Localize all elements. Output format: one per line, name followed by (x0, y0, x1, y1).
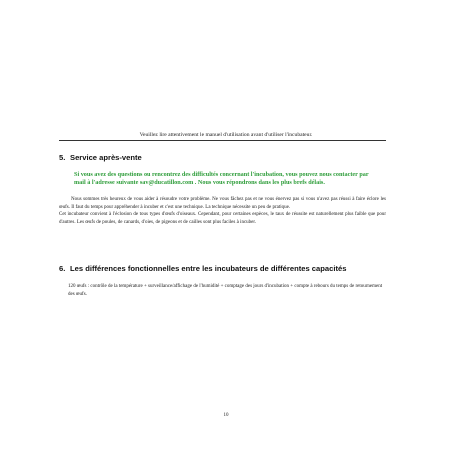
section-5-number: 5. (59, 153, 66, 162)
section-6-heading (59, 264, 386, 273)
section-6-number: 6. (59, 264, 66, 273)
page-number: 10 (223, 413, 229, 418)
section-5-title: Service après-vente (70, 153, 142, 162)
section-6-body: 120 œufs : contrôle de la température + surveillance/affichage de l'humidité + comptage des jours d'incubation + compte à rebours du temps de retournement des œufs. (68, 284, 383, 297)
section-5-paragraph: Cet incubateur convient à l'éclosion de tous types d'œufs d'oiseaux. Cependant, pour certaines espèces, le taux de réussite est naturellement plus faible que pour d'autres. Les œufs de poules, de canards, d'oies, de pigeons et de cailles sont plus faciles à incuber. (59, 212, 386, 225)
header-rule (59, 140, 386, 141)
section-5-paragraph: Nous sommes très heureux de vous aider à résoudre votre problème. Ne vous fâchez pas et ne vous énervez pas si vous n'avez pas réussi à faire éclore les œufs. Il faut du temps pour appréhender à incuber et c'est une technique. La technique nécessite un peu de pratique. (59, 197, 386, 210)
section-5-heading (59, 153, 386, 162)
contact-highlight: Si vous avez des questions ou rencontrez des difficultés concernant l'incubation, vous pouvez nous contacter par mail à l'adresse suivante sav@ducatillon.com . Nous vous répondrons dans les plus brefs délais. (74, 171, 369, 187)
header-note: Veuillez lire attentivement le manuel d'utilisation avant d'utiliser l'incubateur. (139, 132, 313, 138)
section-5-body (59, 196, 386, 226)
section-6-title: Les différences fonctionnelles entre les incubateurs de différentes capacités (70, 264, 347, 273)
